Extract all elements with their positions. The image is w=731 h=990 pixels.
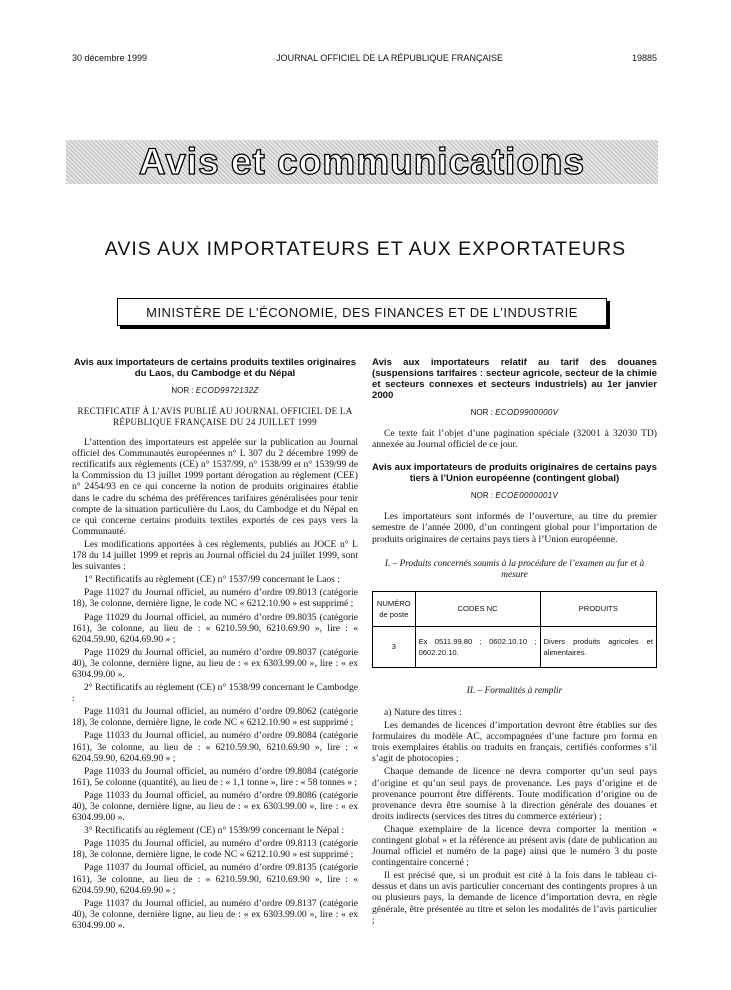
paragraph: Page 11027 du Journal officiel, au numéro d’ordre 09.8013 (catégorie 18), 3e colonne, dernière ligne, le code NC « 6212.10.90 » est supprimé ; — [72, 587, 358, 610]
subsection-title: a) Nature des titres : — [384, 706, 462, 718]
paragraph: Page 11035 du Journal officiel, au numéro d’ordre 09.8113 (catégorie 18), 3e colonne, dernière ligne, le code NC « 6212.10.90 » est supprimé ; — [72, 838, 358, 861]
table-header-produits: PRODUITS — [540, 591, 656, 626]
right-column — [372, 357, 657, 928]
table-cell: 3 — [373, 626, 416, 667]
section-banner — [66, 140, 658, 184]
table-header-numero: NUMÉRO de poste — [373, 591, 416, 626]
paragraph: Page 11037 du Journal officiel, au numéro d’ordre 09.8135 (catégorie 161), 3e colonne, au lieu de : « 6210.59.90, 6210.69.90 », lire : « 6204.59.90, 6204.69.90 » ; — [72, 862, 358, 896]
paragraph: Page 11037 du Journal officiel, au numéro d’ordre 09.8137 (catégorie 40), 3e colonne, dernière ligne, au lieu de : « ex 6303.99.00 », lire : « ex 6304.99.00 ». — [72, 897, 358, 931]
left-column — [72, 357, 358, 933]
left-nor — [72, 385, 358, 396]
right-nor-1 — [372, 407, 657, 418]
paragraph: Il est précisé que, si un produit est cité à la fois dans le tableau ci-dessus et dans un avis particulier concernant des contingents propres à un ou plusieurs pays, la demande de licence d’importation devra, en règle générale, être présentée au titre et selon les modalités de l’avis particulier ; — [372, 870, 657, 926]
table-cell: Ex 0511.99.80 ; 0602.10.10 ; 0602.20.10. — [415, 626, 540, 667]
paragraph: Les demandes de licences d’importation devront être établies sur des formulaires du modèle AC, accompagnées d’une facture pro forma en trois exemplaires établis ou traduits en français, certifiés conformes s’il s’agit de photocopies ; — [372, 720, 657, 765]
paragraph: 1° Rectificatifs au règlement (CE) n° 1537/99 concernant le Laos : — [84, 574, 340, 586]
products-table — [372, 591, 657, 668]
section-heading-1: I. – Produits concernés soumis à la procédure de l’examen au fur et à mesure — [384, 558, 645, 580]
ministry-name: MINISTÈRE DE L’ÉCONOMIE, DES FINANCES ET DE L’INDUSTRIE — [146, 304, 578, 320]
right-notice-title-1: Avis aux importateurs relatif au tarif des douanes (suspensions tarifaires : secteur agricole, secteur de la chimie et secteurs connexes et secteurs industriels) au 1er janvier 2000 — [372, 357, 657, 401]
right-paragraph-1: Ce texte fait l’objet d’une pagination spéciale (32001 à 32030 TD) annexée au Journal officiel de ce jour. — [372, 428, 657, 451]
paragraph: Chaque exemplaire de la licence devra comporter la mention « contingent global » et la référence au présent avis (date de publication au Journal officiel et numéro de la page) ainsi que le numéro 3 du poste contingentaire concerné ; — [372, 823, 657, 869]
paragraph: Page 11029 du Journal officiel, au numéro d’ordre 09.8037 (catégorie 40), 3e colonne, dernière ligne, au lieu de : « ex 6303.99.00 », lire : « ex 6304.99.00 ». — [72, 646, 358, 680]
right-paragraphs — [372, 720, 657, 926]
paragraph: Page 11031 du Journal officiel, au numéro d’ordre 09.8062 (catégorie 18), 3e colonne, dernière ligne, le code NC « 6212.10.90 » est supprimé ; — [72, 706, 358, 729]
ministry-box — [117, 298, 607, 326]
header-journal: JOURNAL OFFICIEL DE LA RÉPUBLIQUE FRANÇAISE — [276, 53, 503, 63]
section-title: AVIS AUX IMPORTATEURS ET AUX EXPORTATEURS — [104, 238, 627, 260]
left-paragraphs — [72, 437, 358, 931]
rectificatif-heading: RECTIFICATIF À L’AVIS PUBLIÉ AU JOURNAL OFFICIEL DE LA RÉPUBLIQUE FRANÇAISE DU 24 JUILLET 1999 — [77, 406, 353, 427]
paragraph: Page 11029 du Journal officiel, au numéro d’ordre 09.8035 (catégorie 161), 3e colonne, au lieu de : « 6210.59.90, 6210.69.90 », lire : « 6204.59.90, 6204.69.90 » ; — [72, 611, 358, 645]
nor-code: ECOD9900000V — [495, 408, 559, 417]
right-notice-title-2: Avis aux importateurs de produits originaires de certains pays tiers à l’Union européenne (contingent global) — [372, 462, 657, 485]
paragraph: L’attention des importateurs est appelée sur la publication au Journal officiel des Communautés européennes n° L 307 du 2 décembre 1999 de rectificatifs aux règlements (CE) n° 1537/99, n° 1538/99 et n° 1539/99 de la Commission du 13 juillet 1999 portant dérogation au règlement (CEE) n° 2454/93 en ce qui concerne la notion de produits originaires établie dans le cadre du schéma des préférences tarifaires généralisées pour tenir compte de la situation particulière du Laos, du Cambodge et du Népal en ce qui concerne certains produits textiles exportés de ces pays vers la Communauté. — [72, 437, 358, 537]
nor-label: NOR : — [470, 408, 493, 417]
paragraph: Chaque demande de licence ne devra comporter qu’un seul pays d’origine et qu’un seul pays de provenance. Les pays d’origine et de provenance pourront être différents. Toute modification d’origine ou de provenance devra être soumise à la direction générale des douanes et droits indirects (services des titres du commerce extérieur) ; — [372, 766, 657, 822]
nor-label: NOR : — [470, 491, 494, 501]
table-cell: Divers produits agricoles et alimentaires. — [540, 626, 656, 667]
paragraph: Les modifications apportées à ces règlements, publiés au JOCE n° L 178 du 14 juillet 1999 et repris au Journal officiel du 24 juillet 1999, sont les suivantes : — [72, 538, 358, 573]
table-row — [373, 626, 657, 667]
table-header-codes: CODES NC — [415, 591, 540, 626]
nor-code: ECOD9972132Z — [195, 386, 259, 395]
nor-code: ECOE0000001V — [495, 491, 559, 501]
header-date: 30 décembre 1999 — [72, 53, 148, 63]
paragraph: 3° Rectificatifs au règlement (CE) n° 1539/99 concernant le Népal : — [84, 825, 345, 837]
right-paragraph-2: Les importateurs sont informés de l’ouverture, au titre du premier semestre de l’année 2000, d’un contingent global pour l’importation de produits originaires de certains pays tiers à l’Union européenne. — [372, 511, 657, 545]
paragraph: 2° Rectificatifs au règlement (CE) n° 1538/99 concernant le Cambodge : — [72, 682, 358, 705]
nor-label: NOR : — [171, 386, 194, 395]
paragraph: Page 11033 du Journal officiel, au numéro d’ordre 09.8084 (catégorie 161), 3e colonne, au lieu de : « 6210.59.90, 6210.69.90 », lire : « 6204.59.90, 6204.69.90 » ; — [72, 730, 358, 764]
banner-title: Avis et communications — [138, 141, 586, 182]
right-nor-2 — [372, 490, 657, 501]
section-heading-2: II. – Formalités à remplir — [466, 685, 563, 696]
left-notice-title: Avis aux importateurs de certains produits textiles originaires du Laos, du Cambodge et du Népal — [73, 357, 357, 379]
paragraph: Page 11033 du Journal officiel, au numéro d’ordre 09.8084 (catégorie 161), 5e colonne (quantité), au lieu de : « 1,1 tonne », lire : « 58 tonnes » ; — [72, 765, 358, 788]
paragraph: Page 11033 du Journal officiel, au numéro d’ordre 09.8086 (catégorie 40), 3e colonne, dernière ligne, au lieu de : « ex 6303.99.00 », lire : « ex 6304.99.00 ». — [72, 789, 358, 824]
header-page-number: 19885 — [631, 53, 657, 63]
running-header — [72, 53, 657, 63]
